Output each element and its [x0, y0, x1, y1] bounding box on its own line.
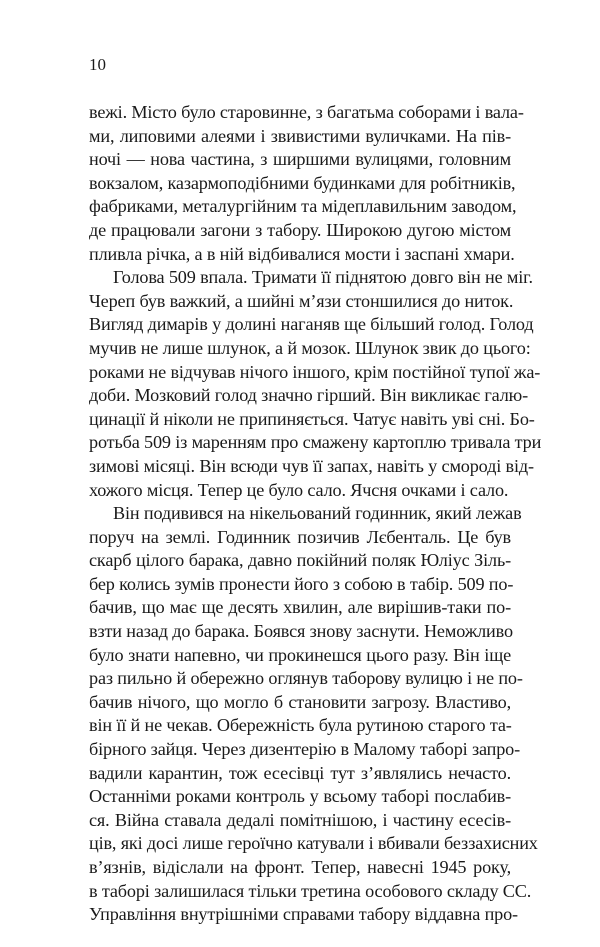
- text-line: Череп був важкий, а шийні м’язи стоншилися до ниток.: [89, 290, 514, 311]
- text-line: в’язнів, відіслали на фронт. Тепер, навесні 1945 року,: [89, 857, 511, 877]
- text-line: Останніми роками контроль у всьому таборі послабив-: [89, 786, 511, 807]
- text-line: хожого місця. Тепер це було сало. Ячсня очками і сало.: [89, 479, 509, 500]
- text-line: ми, липовими алеями і звивистими вуличками. На пів-: [89, 125, 511, 146]
- text-line: Він подивився на нікельований годинник, який лежав: [113, 503, 522, 524]
- text-line: в таборі залишилася тільки третина особового складу СС.: [89, 880, 532, 901]
- text-line: вадили карантин, тож есесівці тут з’являлись нечасто.: [89, 762, 511, 783]
- body-text: [89, 101, 542, 927]
- text-line: Голова 509 впала. Тримати її піднятою довго він не міг.: [113, 267, 533, 288]
- text-line: ротьба 509 із маренням про смажену картоплю тривала три: [89, 432, 542, 453]
- text-line: фабриками, металургійним та мідеплавильним заводом,: [89, 196, 517, 217]
- text-line: раз пильно й обережно оглянув таборову вулицю і не по-: [89, 668, 523, 689]
- text-line: взти назад до барака. Боявся знову заснути. Неможливо: [89, 621, 513, 642]
- text-line: ночі — нова частина, з ширшими вулицями, головним: [89, 149, 511, 170]
- text-line: пливла річка, а в ній відбивалися мости і заспані хмари.: [89, 243, 515, 264]
- text-line: вежі. Місто було старовинне, з багатьма соборами і вала-: [89, 102, 524, 122]
- text-line: де працювали загони з табору. Широкою дугою містом: [89, 219, 511, 240]
- text-line: бер колись зумів пронести його з собою в табір. 509 по-: [89, 573, 514, 594]
- page-number: 10: [89, 55, 106, 74]
- text-line: зимові місяці. Він всюди чув її запах, навіть у смороді від-: [89, 455, 534, 476]
- text-line: було знати напевно, чи прокинешся цього разу. Він іще: [89, 644, 511, 665]
- text-line: Управління внутрішніми справами табору віддавна про-: [89, 904, 518, 925]
- text-line: він її й не чекав. Обережність була рутиною старого та-: [89, 715, 512, 736]
- text-line: скарб цілого барака, давно покійний поляк Юліус Зіль-: [89, 550, 511, 571]
- text-line: роками не відчував нічого іншого, крім постійної тупої жа-: [89, 361, 541, 382]
- text-line: ців, які досі лише героїчно катували і вбивали беззахисних: [89, 833, 538, 854]
- text-line: поруч на землі. Годинник позичив Лєбенталь. Це був: [89, 526, 511, 547]
- text-line: мучив не лише шлунок, а й мозок. Шлунок звик до цього:: [89, 337, 531, 358]
- text-line: ся. Війна ставала дедалі помітнішою, і частину есесів-: [89, 809, 511, 830]
- text-line: Вигляд димарів у долині наганяв ще більший голод. Голод: [89, 314, 534, 335]
- text-line: доби. Мозковий голод значно гірший. Він викликає галю-: [89, 385, 529, 406]
- text-line: бірного зайця. Через дизентерію в Малому таборі запро-: [89, 739, 521, 760]
- text-line: вокзалом, казармоподібними будинками для робітників,: [89, 172, 516, 193]
- text-line: бачив, що має ще десять хвилин, але вирішив-таки по-: [89, 597, 511, 618]
- text-line: бачив нічого, що могло б становити загрозу. Властиво,: [89, 691, 511, 712]
- text-line: цинації й ніколи не припиняється. Чатує навіть уві сні. Бо-: [89, 408, 535, 429]
